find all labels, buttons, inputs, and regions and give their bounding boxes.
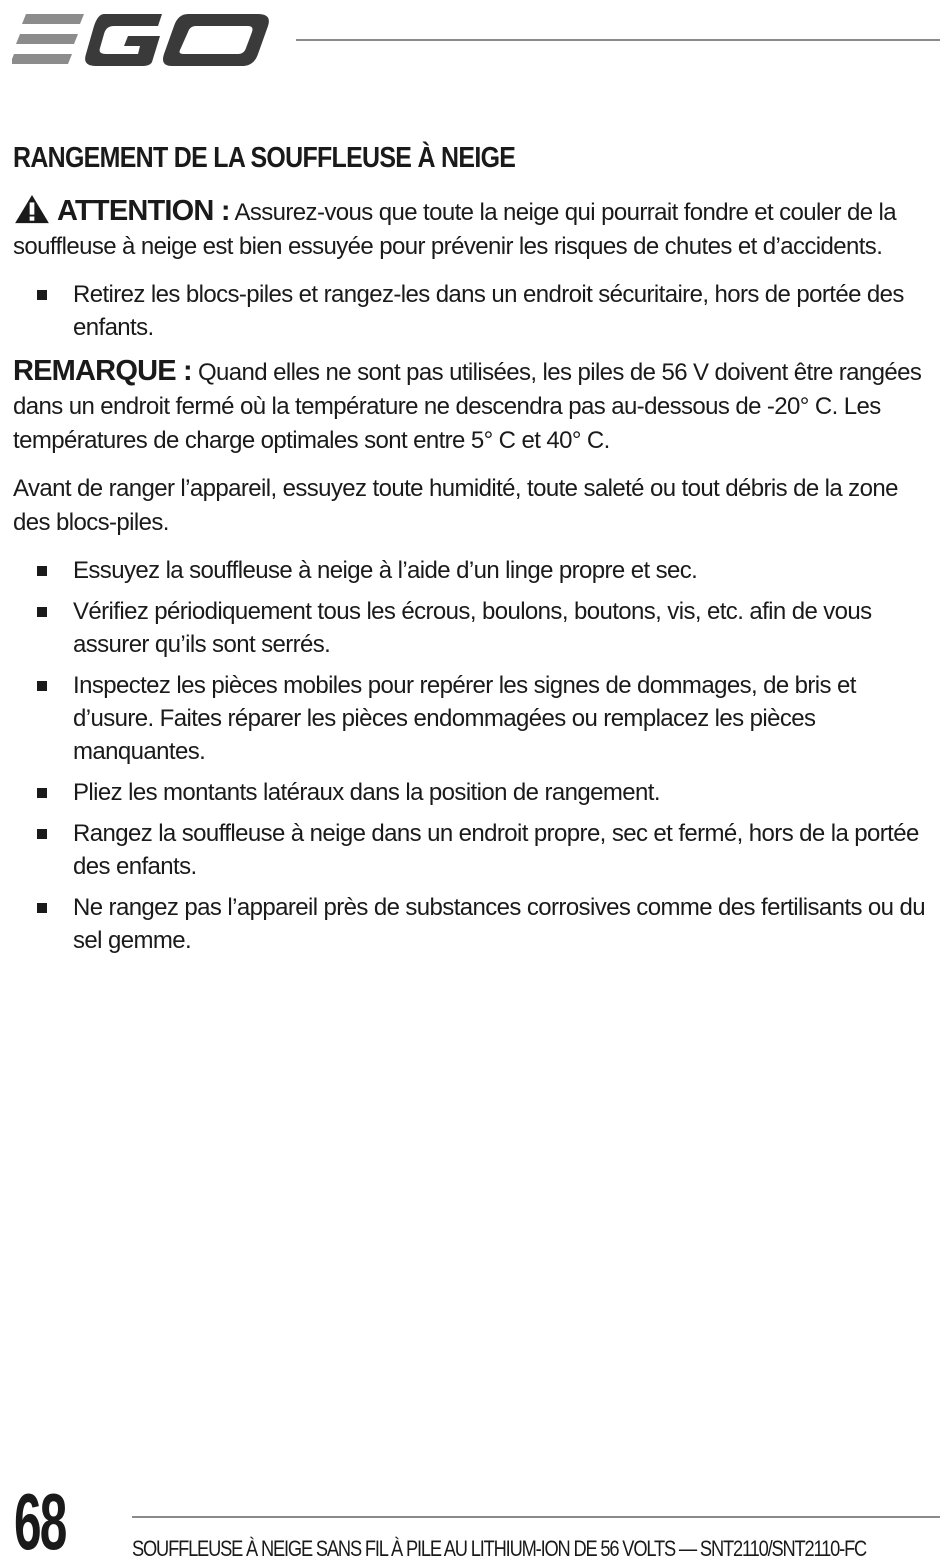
remarque-text: Quand elles ne sont pas utilisées, les piles de 56 V doivent être rangées dans un endroit fermé où la température ne descendra pas au-dessous de -20° C. Les températures de charge optimales sont entre 5° C et 40° C. bbox=[13, 359, 922, 454]
intro-paragraph: Avant de ranger l’appareil, essuyez toute humidité, toute saleté ou tout débris de la zone des blocs-piles. bbox=[13, 475, 898, 536]
list-item-text: Vérifiez périodiquement tous les écrous, boulons, boutons, vis, etc. afin de vous assurer qu’ils sont serrés. bbox=[73, 598, 872, 658]
bullet-marker bbox=[37, 681, 47, 691]
bullet-marker bbox=[37, 290, 47, 300]
list-item bbox=[13, 891, 938, 957]
list-item-text: Inspectez les pièces mobiles pour repérer les signes de dommages, de bris et d’usure. Faites réparer les pièces endommagées ou remplacez les pièces manquantes. bbox=[73, 672, 856, 765]
list-item bbox=[13, 595, 938, 661]
bullet-marker bbox=[37, 829, 47, 839]
remarque-label: REMARQUE : bbox=[13, 355, 192, 387]
list-item-text: Pliez les montants latéraux dans la position de rangement. bbox=[73, 779, 660, 806]
footer-rule bbox=[132, 1516, 940, 1518]
list-item-text: Ne rangez pas l’appareil près de substances corrosives comme des fertilisants ou du sel gemme. bbox=[73, 894, 925, 954]
bullet-list-2 bbox=[13, 554, 938, 957]
section-title: RANGEMENT DE LA SOUFFLEUSE À NEIGE bbox=[13, 142, 516, 174]
attention-label: ATTENTION : bbox=[57, 195, 230, 227]
list-item-text: Rangez la souffleuse à neige dans un endroit propre, sec et fermé, hors de la portée des enfants. bbox=[73, 820, 919, 880]
list-item bbox=[13, 776, 938, 809]
list-item bbox=[13, 669, 938, 768]
list-item-text: Retirez les blocs-piles et rangez-les dans un endroit sécuritaire, hors de portée des enfants. bbox=[73, 281, 904, 341]
bullet-list-1 bbox=[13, 278, 938, 344]
warning-triangle-icon bbox=[13, 194, 51, 224]
list-item bbox=[13, 554, 938, 587]
attention-text: Assurez-vous que toute la neige qui pourrait fondre et couler de la souffleuse à neige est bien essuyée pour prévenir les risques de chutes et d’accidents. bbox=[13, 199, 897, 260]
bullet-marker bbox=[37, 903, 47, 913]
bullet-marker bbox=[37, 566, 47, 576]
attention-paragraph bbox=[13, 194, 938, 264]
ego-logo bbox=[12, 10, 270, 70]
main-content bbox=[13, 140, 938, 967]
header-rule bbox=[296, 39, 940, 41]
bullet-marker bbox=[37, 788, 47, 798]
footer-doc-title: SOUFFLEUSE À NEIGE SANS FIL À PILE AU LITHIUM-ION DE 56 VOLTS — SNT2110/SNT2110-FC bbox=[132, 1536, 867, 1561]
page-header bbox=[0, 0, 950, 80]
remarque-paragraph bbox=[13, 354, 938, 458]
list-item-text: Essuyez la souffleuse à neige à l’aide d’un linge propre et sec. bbox=[73, 557, 698, 584]
bullet-marker bbox=[37, 607, 47, 617]
list-item bbox=[13, 278, 938, 344]
page-footer bbox=[0, 1470, 950, 1568]
list-item bbox=[13, 817, 938, 883]
page-number: 68 bbox=[14, 1477, 66, 1566]
